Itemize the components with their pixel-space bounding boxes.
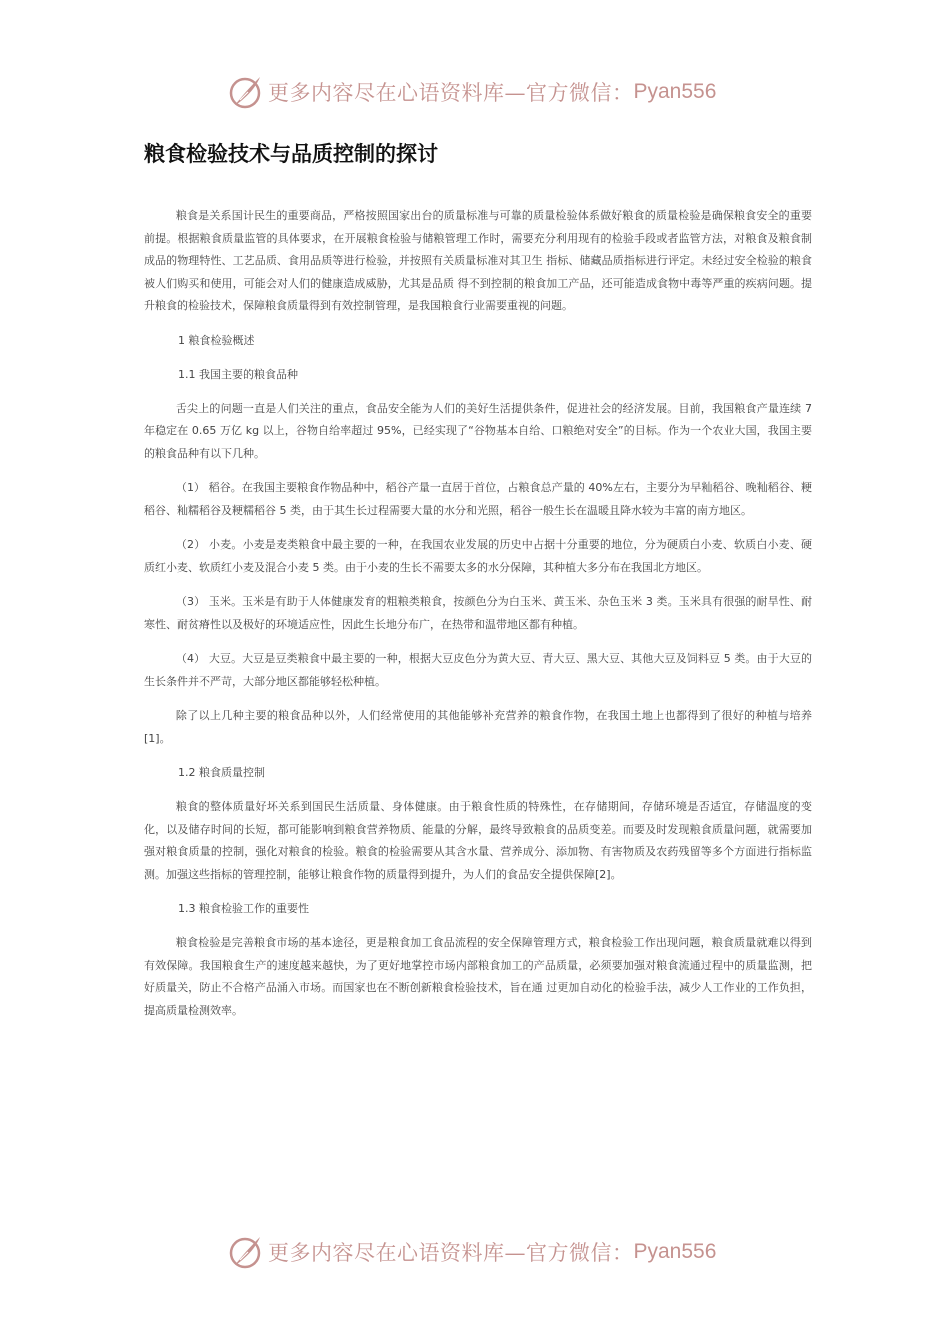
heading-1: 1 粮食检验概述 [178, 333, 255, 347]
heading-1-2: 1.2 粮食质量控制 [178, 766, 265, 779]
list-item-wheat: （2） 小麦。小麦是麦类粮食中最主要的一种，在我国农业发展的历史中占据十分重要的地位，分为硬质白小麦、软质白小麦、硬质红小麦、软质红小麦及混合小麦 5 类。由于小麦的生长不需要太多的水分保障，其种植大多分布在我国北方地区。 [144, 538, 812, 574]
watermark-wechat-id: Pyan556 [633, 1240, 717, 1263]
heading-1-3: 1.3 粮食检验工作的重要性 [178, 902, 309, 915]
paragraph-1-1: 舌尖上的问题一直是人们关注的重点，食品安全能为人们的美好生活提供条件，促进社会的经济发展。目前，我国粮食产量连续 7 年稳定在 0.65 万亿 kg 以上，谷物自给率超过 95%，已经实现了“谷物基本自给、口粮绝对安全”的目标。作为一个农业大国，我国主要的粮食品种有以下几种。 [144, 401, 812, 460]
header-watermark [228, 72, 716, 112]
list-item-corn: （3） 玉米。玉米是有助于人体健康发育的粗粮类粮食，按颜色分为白玉米、黄玉米、杂色玉米 3 类。玉米具有很强的耐旱性、耐寒性、耐贫瘠性以及极好的环境适应性，因此生长地分布广，在热带和温带地区都有种植。 [144, 595, 812, 631]
document-title: 粮食检验技术与品质控制的探讨 [144, 142, 438, 166]
quill-logo-icon [228, 1234, 264, 1270]
list-item-soybean: （4） 大豆。大豆是豆类粮食中最主要的一种，根据大豆皮色分为黄大豆、青大豆、黑大豆、其他大豆及饲料豆 5 类。由于大豆的生长条件并不严苛，大部分地区都能够轻松种植。 [144, 652, 812, 688]
list-item-rice: （1） 稻谷。在我国主要粮食作物品种中，稻谷产量一直居于首位，占粮食总产量的 40%左右，主要分为早籼稻谷、晚籼稻谷、粳稻谷、籼糯稻谷及粳糯稻谷 5 类，由于其生长过程需要大量的水分和光照，稻谷一般生长在温暖且降水较为丰富的南方地区。 [144, 481, 812, 517]
watermark-text: 更多内容尽在心语资料库—官方微信： [268, 81, 634, 105]
watermark-wechat-id: Pyan556 [633, 80, 717, 103]
paragraph-1-3: 粮食检验是完善粮食市场的基本途径，更是粮食加工食品流程的安全保障管理方式，粮食检验工作出现问题，粮食质量就难以得到有效保障。我国粮食生产的速度越来越快，为了更好地掌控市场内部粮食加工的产品质量，必须要加强对粮食流通过程中的质量监测，把好质量关，防止不合格产品涌入市场。而国家也在不断创新粮食检验技术，旨在通 过更加自动化的检验手法，减少人工作业的工作负担，提高质量检测效率。 [144, 936, 812, 1017]
heading-1-1: 1.1 我国主要的粮食品种 [178, 367, 298, 381]
document-body [144, 205, 812, 1034]
paragraph-1-2: 粮食的整体质量好坏关系到国民生活质量、身体健康。由于粮食性质的特殊性，在存储期间，存储环境是否适宜，存储温度的变化，以及储存时间的长短，都可能影响到粮食营养物质、能量的分解，最终导致粮食的品质变差。而要及时发现粮食质量问题，就需要加强对粮食质量的控制，强化对粮食的检验。粮食的检验需要从其含水量、营养成分、添加物、有害物质及农药残留等多个方面进行指标监测。加强这些指标的管理控制，能够让粮食作物的质量得到提升，为人们的食品安全提供保障[2]。 [144, 800, 812, 881]
intro-paragraph: 粮食是关系国计民生的重要商品，严格按照国家出台的质量标准与可靠的质量检验体系做好粮食的质量检验是确保粮食安全的重要前提。根据粮食质量监管的具体要求，在开展粮食检验与储粮管理工作时，需要充分利用现有的检验手段或者监管方法，对粮食及粮食制成品的物理特性、工艺品质、食用品质等进行检验，并按照有关质量标准对其卫生 指标、储藏品质指标进行评定。未经过安全检验的粮食被人们购买和使用，可能会对人们的健康造成威胁，尤其是品质 得不到控制的粮食加工产品，还可能造成食物中毒等严重的疾病问题。提升粮食的检验技术，保障粮食质量得到有效控制管理，是我国粮食行业需要重视的问题。 [144, 209, 812, 312]
paragraph-1-1-end: 除了以上几种主要的粮食品种以外，人们经常使用的其他能够补充营养的粮食作物，在我国土地上也都得到了很好的种植与培养[1]。 [144, 709, 812, 745]
watermark-text: 更多内容尽在心语资料库—官方微信： [268, 1241, 634, 1265]
footer-watermark [228, 1232, 716, 1272]
quill-logo-icon [228, 74, 264, 110]
